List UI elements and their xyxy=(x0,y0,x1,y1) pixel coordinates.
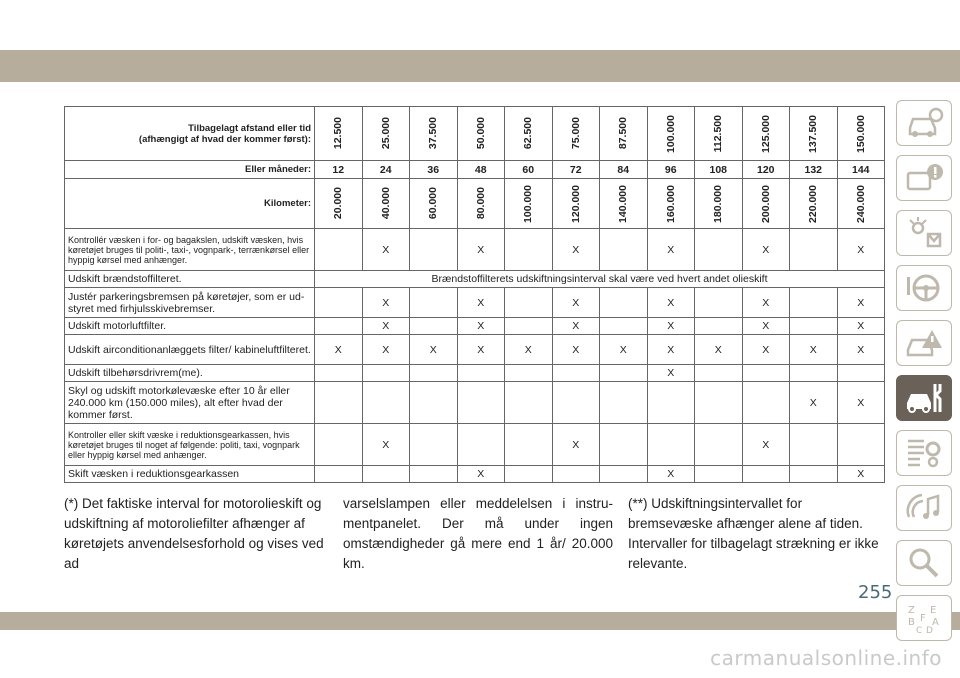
svg-text:A: A xyxy=(932,617,939,628)
svg-text:B: B xyxy=(908,617,915,628)
interval-cell: X xyxy=(552,318,600,335)
interval-cell xyxy=(790,318,838,335)
interval-cell: X xyxy=(600,335,648,365)
km-value: 20.000 xyxy=(332,187,345,220)
row-task-label: Justér parkeringsbremsen på køretøjer, som er udstyret med firhjulsskivebremser. xyxy=(65,288,315,318)
interval-cell: X xyxy=(837,335,885,365)
interval-cell: X xyxy=(457,318,505,335)
mileage-cell xyxy=(647,107,695,161)
interval-cell: X xyxy=(837,288,885,318)
km-cell xyxy=(410,179,458,229)
interval-cell xyxy=(362,382,410,424)
interval-cell xyxy=(315,466,363,483)
mileage-cell xyxy=(837,107,885,161)
interval-cell xyxy=(315,424,363,466)
mileage-cell xyxy=(600,107,648,161)
mileage-value: 137.500 xyxy=(807,114,820,153)
watermark: carmanualsonline.info xyxy=(710,646,942,670)
interval-cell: X xyxy=(362,318,410,335)
interval-cell xyxy=(410,288,458,318)
tab-index[interactable] xyxy=(896,595,952,641)
mileage-value: 75.000 xyxy=(569,117,582,150)
header-band xyxy=(0,50,960,82)
interval-cell xyxy=(552,382,600,424)
interval-cell xyxy=(410,424,458,466)
mileage-cell xyxy=(362,107,410,161)
km-value: 180.000 xyxy=(712,184,725,223)
interval-cell: X xyxy=(552,335,600,365)
table-row xyxy=(65,335,885,365)
interval-cell xyxy=(600,229,648,271)
table-row xyxy=(65,318,885,335)
interval-cell: X xyxy=(457,229,505,271)
mileage-value: 100.000 xyxy=(664,114,677,153)
months-value: 48 xyxy=(457,161,505,179)
mileage-value: 25.000 xyxy=(379,117,392,150)
mileage-value: 62.500 xyxy=(522,117,535,150)
steering-wheel-icon xyxy=(904,271,944,305)
mileage-cell xyxy=(410,107,458,161)
interval-cell xyxy=(315,229,363,271)
interval-cell xyxy=(457,382,505,424)
months-value: 60 xyxy=(505,161,553,179)
row-task-label: Udskift tilbehørsdrivrem(me). xyxy=(65,365,315,382)
interval-cell xyxy=(315,365,363,382)
km-cell xyxy=(647,179,695,229)
tab-specifications[interactable] xyxy=(896,430,952,476)
interval-cell: X xyxy=(837,466,885,483)
km-value: 80.000 xyxy=(474,187,487,220)
interval-cell: X xyxy=(647,318,695,335)
interval-cell xyxy=(695,466,743,483)
interval-cell xyxy=(505,382,553,424)
km-value: 120.000 xyxy=(569,184,582,223)
months-value: 120 xyxy=(742,161,790,179)
mileage-value: 37.500 xyxy=(427,117,440,150)
km-cell xyxy=(315,179,363,229)
interval-cell xyxy=(505,424,553,466)
interval-cell xyxy=(790,229,838,271)
interval-cell xyxy=(695,424,743,466)
km-cell xyxy=(790,179,838,229)
km-cell xyxy=(742,179,790,229)
mileage-row xyxy=(65,107,885,161)
table-row xyxy=(65,382,885,424)
months-value: 36 xyxy=(410,161,458,179)
interval-cell: X xyxy=(457,466,505,483)
km-header-label: Kilometer: xyxy=(65,179,315,229)
mileage-cell xyxy=(505,107,553,161)
interval-cell: X xyxy=(362,335,410,365)
interval-cell xyxy=(552,365,600,382)
interval-cell: X xyxy=(742,318,790,335)
km-cell xyxy=(837,179,885,229)
interval-cell xyxy=(505,365,553,382)
interval-cell: X xyxy=(647,365,695,382)
interval-cell xyxy=(600,288,648,318)
interval-cell: X xyxy=(837,382,885,424)
mileage-label-line2: (afhængigt af hvad der kommer først): xyxy=(138,133,311,145)
months-value: 12 xyxy=(315,161,363,179)
mileage-value: 112.500 xyxy=(712,114,725,153)
interval-cell xyxy=(790,466,838,483)
mileage-value: 87.500 xyxy=(617,117,630,150)
km-cell xyxy=(695,179,743,229)
months-value: 24 xyxy=(362,161,410,179)
airbag-icon xyxy=(904,216,944,250)
mileage-cell xyxy=(790,107,838,161)
hazard-icon xyxy=(904,326,944,360)
interval-cell xyxy=(695,288,743,318)
table-row xyxy=(65,271,885,288)
mileage-cell xyxy=(457,107,505,161)
svg-text:E: E xyxy=(930,605,937,616)
table-row xyxy=(65,288,885,318)
alphabet-index-icon xyxy=(904,601,944,635)
interval-cell xyxy=(790,365,838,382)
interval-cell: X xyxy=(742,288,790,318)
interval-cell xyxy=(742,365,790,382)
mileage-value: 50.000 xyxy=(474,117,487,150)
interval-cell xyxy=(600,382,648,424)
interval-cell xyxy=(600,466,648,483)
svg-text:D: D xyxy=(926,626,933,635)
km-value: 240.000 xyxy=(854,184,867,223)
interval-cell xyxy=(837,424,885,466)
interval-cell xyxy=(315,382,363,424)
interval-cell: X xyxy=(790,382,838,424)
interval-cell: X xyxy=(742,424,790,466)
months-value: 84 xyxy=(600,161,648,179)
row-task-label: Udskift airconditionanlæggets filter/ kabineluftfilteret. xyxy=(65,335,315,365)
km-value: 140.000 xyxy=(617,184,630,223)
interval-cell xyxy=(315,288,363,318)
interval-cell xyxy=(410,318,458,335)
audio-icon xyxy=(904,491,944,525)
months-value: 144 xyxy=(837,161,885,179)
interval-cell xyxy=(790,424,838,466)
km-cell xyxy=(362,179,410,229)
km-value: 220.000 xyxy=(807,184,820,223)
interval-cell: X xyxy=(695,335,743,365)
svg-text:F: F xyxy=(920,613,926,624)
table-row xyxy=(65,229,885,271)
interval-cell: X xyxy=(790,335,838,365)
interval-cell: X xyxy=(647,229,695,271)
km-cell xyxy=(600,179,648,229)
mileage-value: 12.500 xyxy=(332,117,345,150)
mileage-value: 125.000 xyxy=(759,114,772,153)
interval-cell: X xyxy=(837,229,885,271)
interval-cell xyxy=(457,365,505,382)
interval-cell: X xyxy=(457,335,505,365)
row-task-label: Udskift motorluftfilter. xyxy=(65,318,315,335)
interval-cell xyxy=(505,288,553,318)
interval-cell: X xyxy=(505,335,553,365)
tab-safety[interactable] xyxy=(896,210,952,256)
chapter-tabs xyxy=(896,100,954,650)
interval-cell xyxy=(695,229,743,271)
tab-warning-lights[interactable] xyxy=(896,155,952,201)
interval-cell xyxy=(647,424,695,466)
interval-cell xyxy=(505,318,553,335)
months-header-label: Eller måneder: xyxy=(65,161,315,179)
note-oil-interval: (*) Det faktiske interval for motorolieskift og udskiftning af motoroliefilter afhænger af køretøjets anvendelsesforhold og vises ved ad xyxy=(64,496,324,571)
tab-search[interactable] xyxy=(896,540,952,586)
row-task-label: Kontroller eller skift væske i reduktionsgearkassen, hvis køretøjet bruges til noget af følgende: politi, taxi, vognpark eller hyppig kørsel med anhænger. xyxy=(65,424,315,466)
km-cell xyxy=(457,179,505,229)
interval-cell xyxy=(362,365,410,382)
interval-cell: X xyxy=(647,335,695,365)
row-task-label: Kontrollér væsken i for- og bagakslen, udskift væsken, hvis køretøjet bruges til politi-, taxi-, vognpark-, terrænkørsel eller hyppig kørsel med anhænger. xyxy=(65,229,315,271)
top-margin xyxy=(0,0,960,50)
months-row xyxy=(65,161,885,179)
car-info-icon xyxy=(904,106,944,140)
tab-emergency[interactable] xyxy=(896,320,952,366)
maintenance-icon xyxy=(904,381,944,415)
tab-car-info[interactable] xyxy=(896,100,952,146)
warning-light-icon xyxy=(904,161,944,195)
mileage-cell xyxy=(552,107,600,161)
interval-cell: X xyxy=(457,288,505,318)
interval-cell: X xyxy=(742,335,790,365)
interval-cell xyxy=(695,365,743,382)
specs-icon xyxy=(904,436,944,470)
tab-multimedia[interactable] xyxy=(896,485,952,531)
interval-cell xyxy=(410,229,458,271)
interval-cell xyxy=(410,466,458,483)
table-row xyxy=(65,466,885,483)
interval-cell xyxy=(315,318,363,335)
interval-cell xyxy=(600,365,648,382)
interval-cell: X xyxy=(315,335,363,365)
mileage-label-line1: Tilbagelagt afstand eller tid xyxy=(188,122,311,134)
mileage-cell xyxy=(695,107,743,161)
interval-cell: X xyxy=(410,335,458,365)
svg-text:C: C xyxy=(916,626,923,635)
km-value: 40.000 xyxy=(379,187,392,220)
interval-cell: X xyxy=(647,288,695,318)
km-value: 60.000 xyxy=(427,187,440,220)
interval-cell xyxy=(410,365,458,382)
interval-cell xyxy=(647,382,695,424)
interval-cell: X xyxy=(552,424,600,466)
row-task-label: Skyl og udskift motorkølevæske efter 10 år eller 240.000 km (150.000 miles), alt efter hvad der kommer først. xyxy=(65,382,315,424)
mileage-cell xyxy=(315,107,363,161)
interval-cell xyxy=(552,466,600,483)
mileage-header-label xyxy=(65,107,315,161)
table-row xyxy=(65,424,885,466)
interval-cell: X xyxy=(647,466,695,483)
months-value: 108 xyxy=(695,161,743,179)
km-value: 200.000 xyxy=(759,184,772,223)
tab-maintenance[interactable] xyxy=(896,375,952,421)
footer-band xyxy=(0,612,960,630)
interval-cell xyxy=(457,424,505,466)
km-value: 160.000 xyxy=(664,184,677,223)
note-brake-fluid: (**) Udskiftningsintervallet for bremsevæske afhænger alene af tiden. Intervaller for tilbagelagt strækning er ikke relevante. xyxy=(628,496,879,571)
interval-cell xyxy=(695,382,743,424)
mileage-value: 150.000 xyxy=(854,114,867,153)
interval-cell: X xyxy=(362,229,410,271)
interval-cell xyxy=(505,466,553,483)
months-value: 132 xyxy=(790,161,838,179)
table-row xyxy=(65,365,885,382)
km-cell xyxy=(552,179,600,229)
months-value: 96 xyxy=(647,161,695,179)
interval-cell: X xyxy=(742,229,790,271)
interval-cell: X xyxy=(837,318,885,335)
interval-cell xyxy=(742,466,790,483)
row-span-note: Brændstoffilterets udskiftningsinterval skal være ved hvert andet olieskift xyxy=(315,271,885,288)
km-row xyxy=(65,179,885,229)
months-value: 72 xyxy=(552,161,600,179)
interval-cell xyxy=(600,424,648,466)
maintenance-table xyxy=(64,106,885,483)
interval-cell: X xyxy=(552,288,600,318)
tab-driving[interactable] xyxy=(896,265,952,311)
interval-cell xyxy=(362,466,410,483)
row-task-label: Skift væsken i reduktionsgearkassen xyxy=(65,466,315,483)
interval-cell xyxy=(410,382,458,424)
km-cell xyxy=(505,179,553,229)
note-oil-warning: varselslampen eller meddelelsen i instrumentpanelet. Der må under ingen omstændigheder gå mere end 1 år/ 20.000 km. xyxy=(343,496,613,571)
km-value: 100.000 xyxy=(522,184,535,223)
interval-cell xyxy=(837,365,885,382)
interval-cell: X xyxy=(362,288,410,318)
interval-cell xyxy=(695,318,743,335)
interval-cell: X xyxy=(362,424,410,466)
svg-text:Z: Z xyxy=(908,605,915,616)
interval-cell xyxy=(505,229,553,271)
mileage-cell xyxy=(742,107,790,161)
row-task-label: Udskift brændstoffilteret. xyxy=(65,271,315,288)
interval-cell xyxy=(600,318,648,335)
interval-cell xyxy=(790,288,838,318)
page-number: 255 xyxy=(858,582,893,603)
search-index-icon xyxy=(904,546,944,580)
interval-cell: X xyxy=(552,229,600,271)
interval-cell xyxy=(742,382,790,424)
